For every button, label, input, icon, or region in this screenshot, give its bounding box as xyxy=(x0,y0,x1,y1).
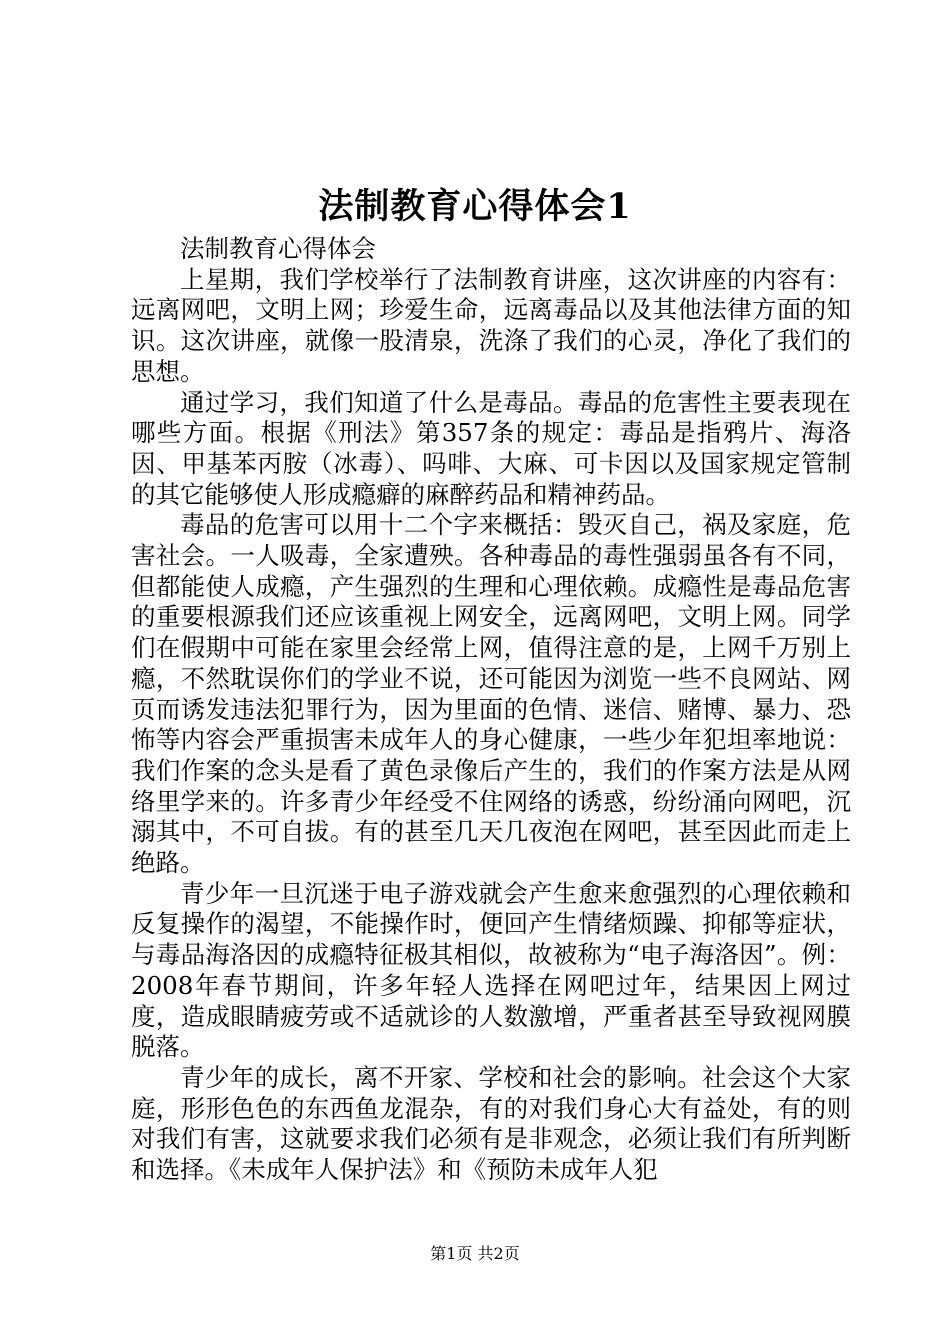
paragraph: 通过学习，我们知道了什么是毒品。毒品的危害性主要表现在哪些方面。根据《刑法》第357条的规定：毒品是指鸦片、海洛因、甲基苯丙胺（冰毒）、吗啡、大麻、可卡因以及国家规定管制的其它能够使人形成瘾癖的麻醉药品和精神药品。 xyxy=(131,387,851,509)
paragraph-subtitle: 法制教育心得体会 xyxy=(180,234,376,263)
paragraph: 青少年的成长，离不开家、学校和社会的影响。社会这个大家庭，形形色色的东西鱼龙混杂，有的对我们身心大有益处，有的则对我们有害，这就要求我们必须有是非观念，必须让我们有所判断和选择。《未成年人保护法》和《预防未成年人犯 xyxy=(131,1062,851,1185)
document-body xyxy=(131,234,851,1186)
page-footer: 第1页 共2页 xyxy=(430,1244,520,1263)
document-title: 法制教育心得体会1 xyxy=(318,186,632,227)
paragraph: 毒品的危害可以用十二个字来概括：毁灭自己，祸及家庭，危害社会。一人吸毒，全家遭殃。各种毒品的毒性强弱虽各有不同，但都能使人成瘾，产生强烈的生理和心理依赖。成瘾性是毒品危害的重要根源我们还应该重视上网安全，远离网吧，文明上网。同学们在假期中可能在家里会经常上网，值得注意的是，上网千万别上瘾，不然耽误你们的学业不说，还可能因为浏览一些不良网站、网页而诱发违法犯罪行为，因为里面的色情、迷信、赌博、暴力、恐怖等内容会严重损害未成年人的身心健康，一些少年犯坦率地说：我们作案的念头是看了黄色录像后产生的，我们的作案方法是从网络里学来的。许多青少年经受不住网络的诱惑，纷纷涌向网吧，沉溺其中，不可自拔。有的甚至几天几夜泡在网吧，甚至因此而走上绝路。 xyxy=(131,510,851,878)
paragraph: 上星期，我们学校举行了法制教育讲座，这次讲座的内容有：远离网吧，文明上网；珍爱生命，远离毒品以及其他法律方面的知识。这次讲座，就像一股清泉，洗涤了我们的心灵，净化了我们的思想。 xyxy=(131,264,851,386)
paragraph: 青少年一旦沉迷于电子游戏就会产生愈来愈强烈的心理依赖和反复操作的渴望，不能操作时，便回产生情绪烦躁、抑郁等症状，与毒品海洛因的成瘾特征极其相似，故被称为“电子海洛因”。例：2008年春节期间，许多年轻人选择在网吧过年，结果因上网过度，造成眼睛疲劳或不适就诊的人数激增，严重者甚至导致视网膜脱落。 xyxy=(131,878,851,1062)
